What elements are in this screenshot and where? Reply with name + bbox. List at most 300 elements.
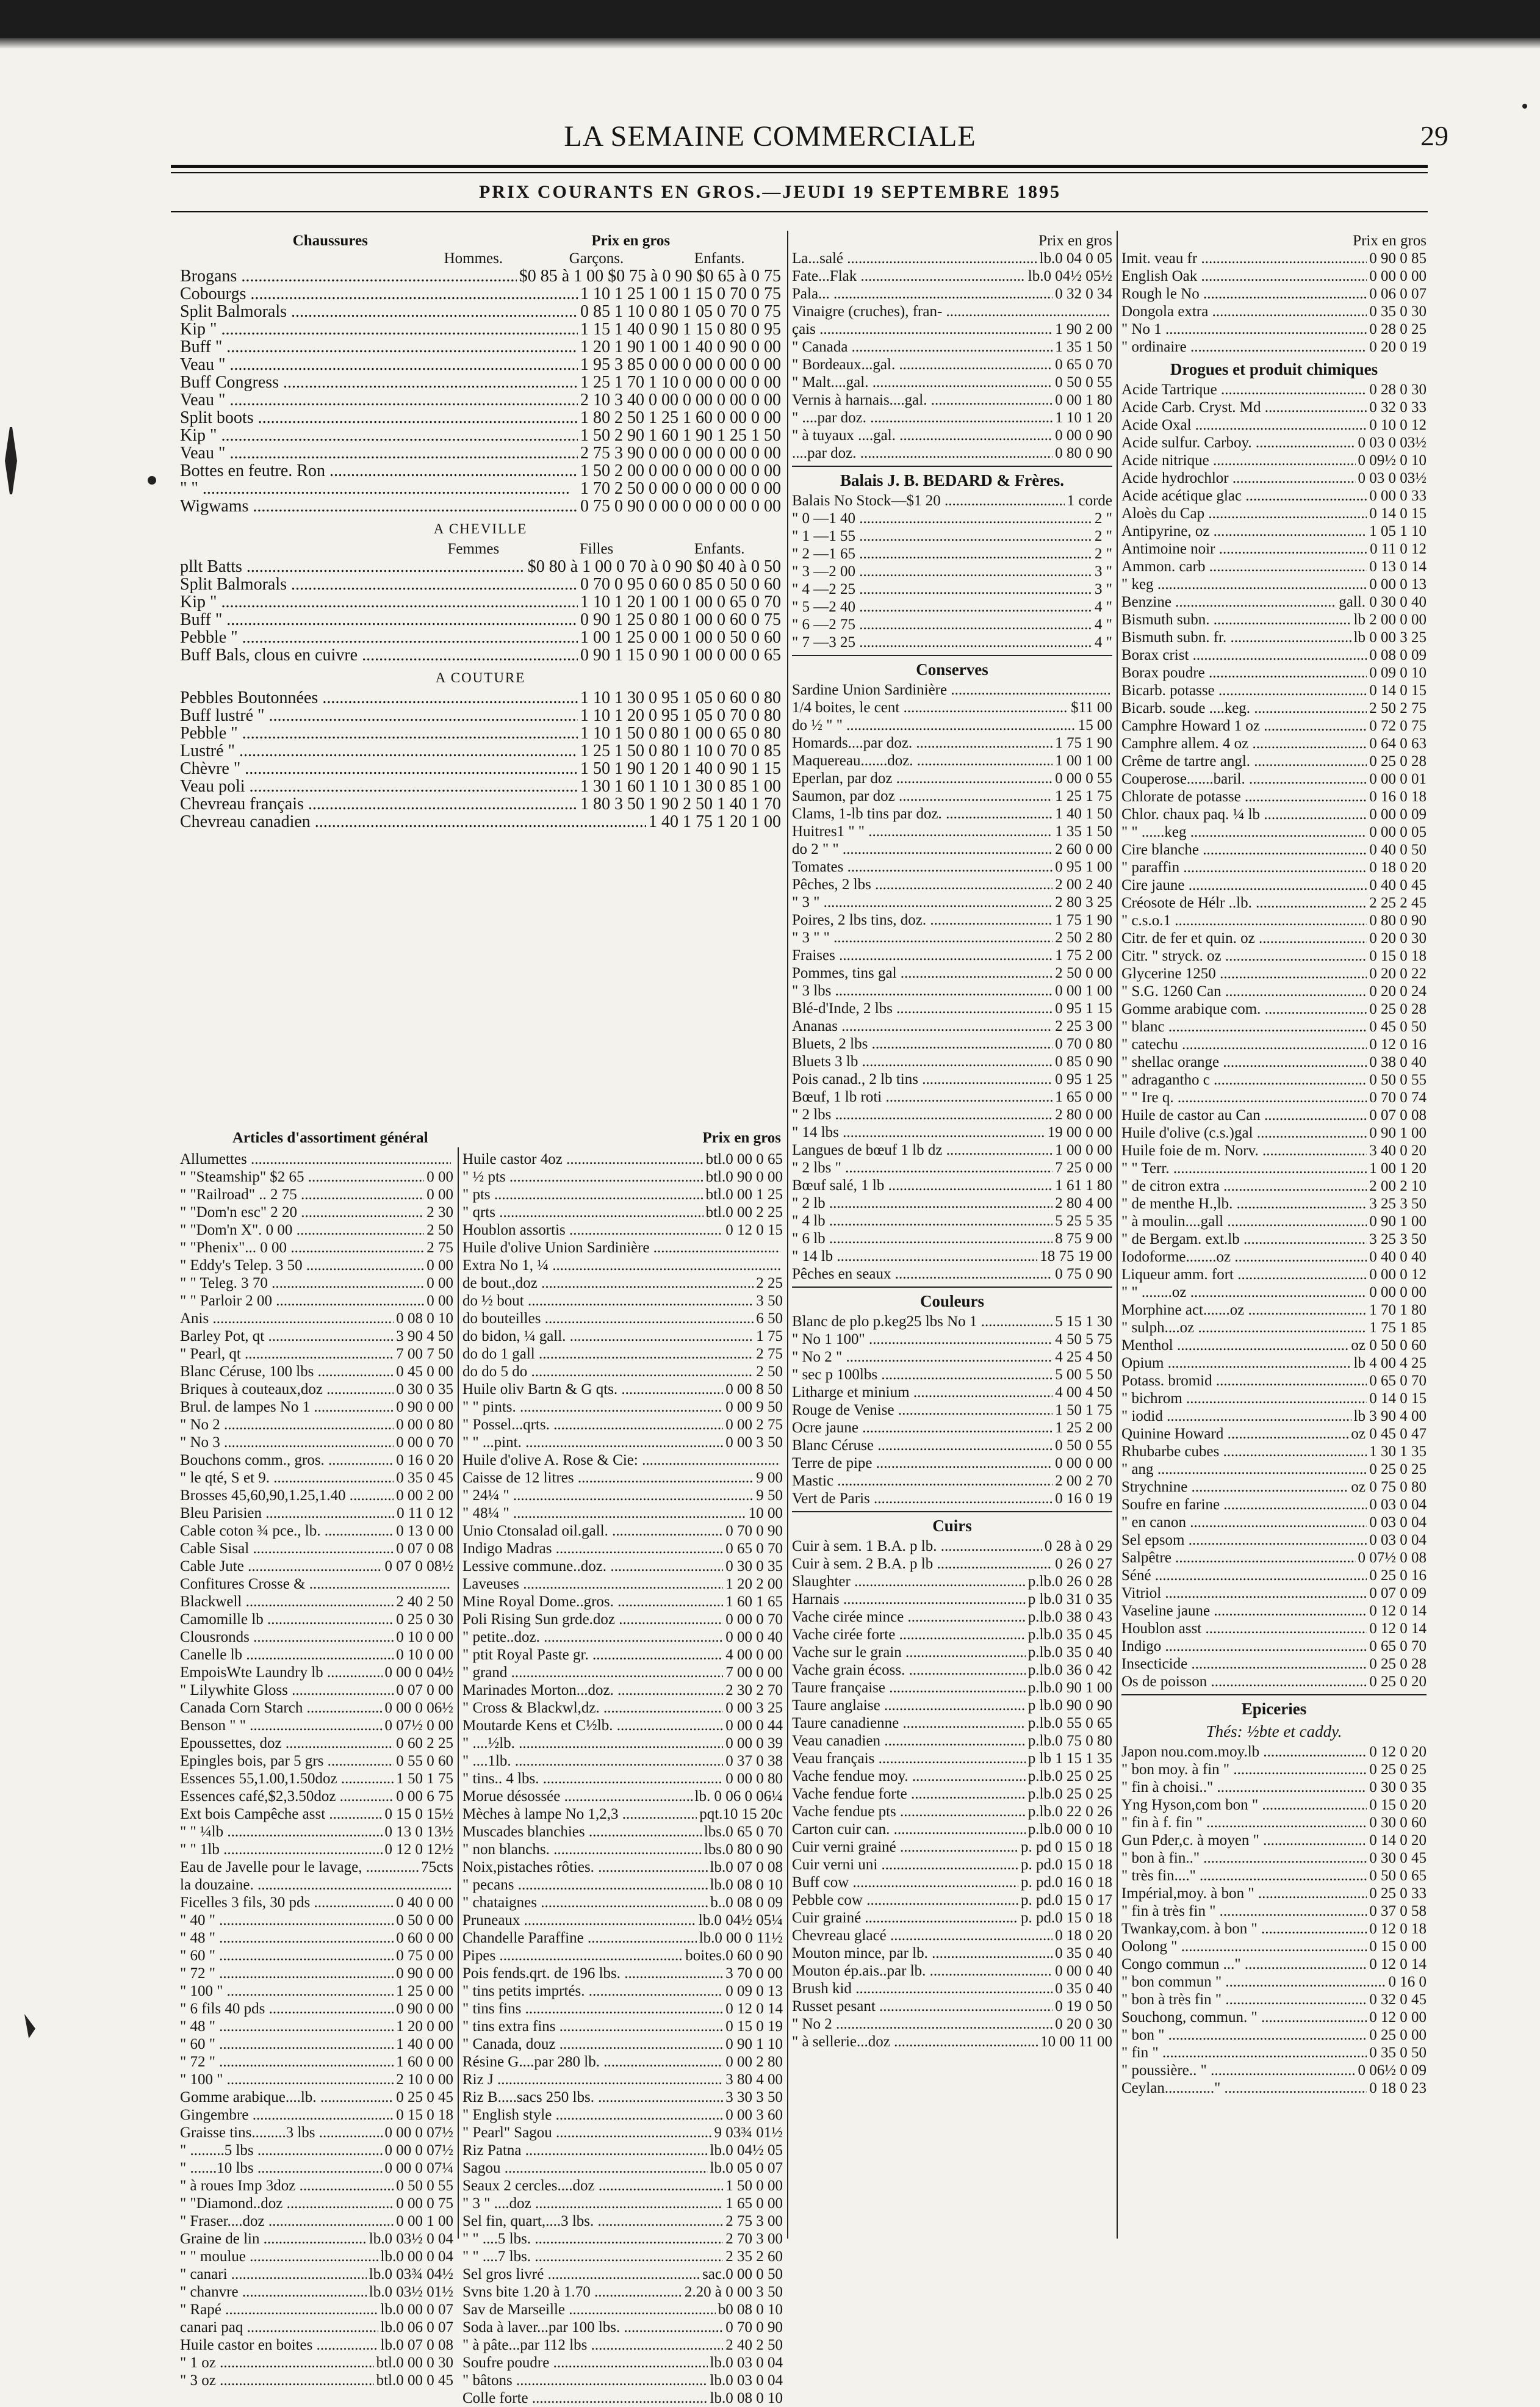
item-label: Fate...Flak ..... [792, 267, 1026, 285]
item-label: Poli Rising Sun grde.doz ..... [462, 1611, 723, 1628]
price-row [180, 2248, 453, 2265]
item-label: " pts ..... [462, 1186, 703, 1204]
price-row [180, 1681, 453, 1699]
item-label: Rouge de Venise ..... [792, 1401, 1052, 1419]
item-label: " " Teleg. 3 70 ..... [180, 1274, 424, 1292]
item-label: " tins.. 4 lbs. ..... [462, 1770, 723, 1788]
item-label: " 3 " " ..... [792, 929, 1052, 947]
item-label: Ficelles 3 fils, 30 pds ..... [180, 1894, 394, 1911]
item-label: Bismuth subn. fr. ..... [1121, 629, 1351, 646]
price-row [1121, 841, 1427, 859]
item-label: Gomme arabique....lb. ..... [180, 2088, 394, 2106]
item-label: Soda à laver...par 100 lbs. ..... [462, 2319, 723, 2336]
price-row [1121, 558, 1427, 576]
item-label: Acide nitrique ..... [1121, 452, 1356, 469]
item-price: 1 00 0 00 [1052, 1141, 1112, 1159]
item-label: Balais No Stock—$1 20 ..... [792, 492, 1065, 510]
item-price: 3 25 3 50 [1367, 1230, 1427, 1248]
item-price: 0 00 [424, 1168, 453, 1186]
item-price: 0 07 0 09 [1367, 1584, 1427, 1602]
item-label: Pebble " ..... [180, 724, 578, 742]
price-row [792, 1313, 1112, 1330]
item-price: oz 0 50 0 60 [1348, 1337, 1427, 1354]
price-row [1121, 735, 1427, 752]
item-label: Harnais ..... [792, 1590, 1026, 1608]
price-row [792, 1348, 1112, 1366]
price-row [792, 616, 1112, 633]
item-label: Langues de bœuf 1 lb dz ..... [792, 1141, 1052, 1159]
price-row [180, 2319, 453, 2336]
item-price: 0 40 0 00 [394, 1894, 453, 1911]
item-price: 0 09½ 0 10 [1356, 452, 1427, 469]
item-label: Opium ..... [1121, 1354, 1351, 1372]
item-price [451, 1575, 453, 1593]
item-label: Gomme arabique com. ..... [1121, 1000, 1367, 1018]
item-price: 0 16 0 [1386, 1973, 1427, 1991]
item-label: " chanvre ..... [180, 2283, 367, 2301]
item-label: Sagou ..... [462, 2159, 708, 2177]
price-row [1121, 540, 1427, 558]
price-row [792, 964, 1112, 982]
price-row [792, 2033, 1112, 2051]
price-row [1121, 699, 1427, 717]
item-label: " " moulue ..... [180, 2248, 378, 2265]
item-price: 0 65 0 70 [1367, 1372, 1427, 1390]
item-label: Rough le No ..... [1121, 285, 1367, 303]
item-price: 0 12 0 14 [723, 2000, 783, 2018]
price-row [462, 1168, 783, 1186]
price-row [180, 1469, 453, 1487]
item-price: 0 09 0 13 [723, 1982, 783, 2000]
item-price: 0 12 0 14 [1367, 1955, 1427, 1973]
item-label: " ....par doz. ..... [792, 409, 1052, 427]
price-row [180, 1982, 453, 2000]
item-label: Strychnine ..... [1121, 1478, 1348, 1496]
item-price: 0 90 1 00 [1367, 1213, 1427, 1230]
item-label: Split Balmorals ..... [180, 303, 578, 320]
price-row [180, 374, 781, 391]
item-label: " 2 —1 65 ..... [792, 545, 1092, 563]
item-label: " 0 —1 40 ..... [792, 510, 1092, 527]
price-row [462, 1310, 783, 1327]
item-label: " " ..... [180, 480, 578, 497]
item-price: 0 25 0 25 [1367, 1761, 1427, 1778]
price-row [1121, 1761, 1427, 1778]
price-row [792, 1962, 1112, 1980]
item-price: 0 07½ 0 00 [383, 1717, 454, 1734]
item-price: lb.0 03¾ 04½ [367, 2265, 453, 2283]
item-price: 0 14 0 20 [1367, 1831, 1427, 1849]
item-price: p. pd 0 15 0 18 [1018, 1838, 1112, 1856]
price-row [1121, 1478, 1427, 1496]
item-price: p lb.0 31 0 35 [1026, 1590, 1112, 1608]
item-price: 0 00 0 40 [1052, 1962, 1112, 1980]
item-price: 1 60 1 65 [723, 1593, 783, 1611]
item-price: 0 00 [424, 1257, 453, 1274]
item-label: Vitriol ..... [1121, 1584, 1367, 1602]
item-price: 0 15 0 18 [1367, 947, 1427, 965]
item-price: 0 18 0 20 [1052, 1927, 1112, 1944]
item-label: Bicarb. soude ....keg. ..... [1121, 699, 1367, 717]
item-price: 0 90 0 00 [394, 2000, 453, 2018]
price-row [792, 1212, 1112, 1230]
price-row [180, 760, 781, 778]
item-price: 1 65 0 00 [1052, 1088, 1112, 1106]
price-row [1121, 1018, 1427, 1036]
item-label: " No 1 100" ..... [792, 1330, 1052, 1348]
price-row [792, 1230, 1112, 1247]
price-row [792, 1419, 1112, 1437]
price-row [180, 1416, 453, 1434]
price-row [1121, 1319, 1427, 1337]
price-row [792, 338, 1112, 356]
item-price: 0 65 0 70 [1367, 1637, 1427, 1655]
item-price: lb. 0 06 0 06¼ [693, 1788, 783, 1805]
item-label: Blackwell ..... [180, 1593, 394, 1611]
item-label: Colle forte ..... [462, 2389, 708, 2407]
item-price: 0 25 0 00 [1367, 2026, 1427, 2044]
price-row [180, 2106, 453, 2124]
item-label: " 24¼ " ..... [462, 1487, 754, 1504]
item-price: lb 3 90 4 00 [1351, 1407, 1427, 1425]
item-price: 6 50 [754, 1310, 783, 1327]
page-number: 29 [1420, 120, 1448, 151]
item-price: 4 00 4 50 [1052, 1384, 1112, 1401]
price-row [792, 1106, 1112, 1124]
item-price: 0 00 3 50 [723, 1434, 783, 1451]
price-row [462, 2000, 783, 2018]
price-row [462, 2265, 783, 2283]
item-label: Eau de Javelle pour le lavage, ..... [180, 1858, 419, 1876]
item-label: " Eddy's Telep. 3 50 ..... [180, 1257, 424, 1274]
item-label: " 4 —2 25 ..... [792, 580, 1092, 598]
price-row [1121, 629, 1427, 646]
item-price: 0 85 0 90 [1052, 1053, 1112, 1070]
price-row [180, 1823, 453, 1841]
price-row [462, 1416, 783, 1434]
price-row [792, 1035, 1112, 1053]
item-price: 0 16 0 19 [1052, 1490, 1112, 1507]
price-row [180, 1221, 453, 1239]
page-header [0, 120, 1540, 156]
price-row [180, 2035, 453, 2053]
price-row [180, 1894, 453, 1911]
item-label: " 100 " ..... [180, 1982, 394, 2000]
item-label: Chèvre " ..... [180, 760, 578, 778]
item-label: " Rapé ..... [180, 2301, 378, 2319]
price-row [1121, 1584, 1427, 1602]
price-row [462, 2159, 783, 2177]
item-price: 2 50 0 00 [1052, 964, 1112, 982]
price-row [1121, 1938, 1427, 1955]
price-row [462, 1257, 783, 1274]
price-row [462, 1540, 783, 1557]
item-price: 2 80 4 00 [1052, 1194, 1112, 1212]
price-row [462, 1770, 783, 1788]
column-heading: Enfants. [694, 541, 745, 557]
price-row [1121, 1831, 1427, 1849]
item-price: lbs.0 65 0 70 [702, 1823, 783, 1841]
item-price: 1 65 0 00 [723, 2195, 783, 2212]
item-price: 3 70 0 00 [723, 1965, 783, 1982]
item-label: Cable coton ¾ pce., lb. ..... [180, 1522, 394, 1540]
item-label: " " ....5 lbs. ..... [462, 2230, 723, 2248]
item-label: Salpêtre ..... [1121, 1549, 1356, 1567]
item-label: Vache cirée forte ..... [792, 1626, 1026, 1644]
price-row [462, 2372, 783, 2389]
item-price: 0 06 0 07 [1367, 285, 1427, 303]
item-label: Muscades blanchies ..... [462, 1823, 702, 1841]
item-price: 0 00 0 55 [1052, 770, 1112, 787]
item-price: 0 60 2 25 [394, 1734, 453, 1752]
price-row [462, 1345, 783, 1363]
item-price: 0 00 0 00 [1367, 267, 1427, 285]
item-price: 0 03 0 03½ [1356, 469, 1427, 487]
price-row [792, 303, 1112, 320]
price-row [792, 580, 1112, 598]
item-price: 0 72 0 75 [1367, 717, 1427, 735]
item-label: Vache grain écoss. ..... [792, 1661, 1026, 1679]
item-price: 1 10 1 50 0 80 1 00 0 65 0 80 [578, 724, 781, 742]
item-label: Briques à couteaux,doz ..... [180, 1380, 394, 1398]
item-price: 0 20 0 22 [1367, 965, 1427, 983]
item-price: 0 00 1 00 [394, 2212, 453, 2230]
item-price: p.lb.0 75 0 80 [1026, 1732, 1112, 1750]
price-row [180, 1575, 453, 1593]
item-label: Liqueur amm. fort ..... [1121, 1266, 1367, 1283]
price-row [1121, 1973, 1427, 1991]
price-row [792, 1437, 1112, 1454]
item-label: Vache fendue forte ..... [792, 1785, 1026, 1803]
item-label: do bidon, ¼ gall. ..... [462, 1327, 754, 1345]
column-heading: Femmes [447, 541, 500, 557]
price-row [180, 611, 781, 629]
item-label: " "Dom'n esc" 2 20 ..... [180, 1204, 424, 1221]
item-label: Buff " ..... [180, 338, 578, 356]
price-row [180, 1363, 453, 1380]
item-price: p. pd.0 16 0 18 [1018, 1874, 1112, 1891]
item-label: Crême de tartre angl. ..... [1121, 752, 1367, 770]
price-row [180, 576, 781, 593]
price-row [792, 1909, 1112, 1927]
price-row [792, 1891, 1112, 1909]
item-price: 2 00 2 40 [1052, 876, 1112, 893]
item-label: Brush kid ..... [792, 1980, 1052, 1997]
item-price: 1 10 1 20 1 00 1 00 0 65 0 70 [578, 593, 781, 611]
price-row [180, 497, 781, 515]
column-heading: Hommes. [444, 250, 503, 267]
item-price: 4 00 0 00 [723, 1646, 783, 1664]
price-row [462, 1681, 783, 1699]
item-label: Camphre Howard 1 oz ..... [1121, 717, 1367, 735]
item-price: 0 75 0 00 [394, 1947, 453, 1965]
item-price: 0 90 0 00 [394, 1398, 453, 1416]
price-row [1121, 806, 1427, 823]
price-row [1121, 1955, 1427, 1973]
price-row [792, 527, 1112, 545]
column-headings [180, 250, 781, 267]
item-label: " "Phenix"... 0 00 ..... [180, 1239, 424, 1257]
price-row [180, 356, 781, 374]
price-row [180, 646, 781, 664]
price-row [180, 1398, 453, 1416]
item-label: Huile de castor au Can ..... [1121, 1106, 1367, 1124]
price-row [462, 1221, 783, 1239]
item-label: Huile castor 4oz ..... [462, 1150, 703, 1168]
item-price: lb.0 00 0 04 [378, 2248, 453, 2265]
item-price: 3 40 0 20 [1367, 1142, 1427, 1160]
price-row [462, 2195, 783, 2212]
item-label: " 4 lb ..... [792, 1212, 1052, 1230]
price-row [1121, 947, 1427, 965]
price-row [462, 1522, 783, 1540]
item-label: " "Railroad" .. 2 75 ..... [180, 1186, 424, 1204]
subtitle-rule [171, 211, 1428, 212]
articles-left-column [180, 1150, 453, 2389]
item-price: p.lb.0 22 0 26 [1026, 1803, 1112, 1821]
item-label: " Canada ..... [792, 338, 1052, 356]
price-row [462, 1894, 783, 1911]
price-row [792, 1714, 1112, 1732]
price-row [1121, 1920, 1427, 1938]
price-row [462, 1380, 783, 1398]
item-label: Insecticide ..... [1121, 1655, 1367, 1673]
price-row [180, 2195, 453, 2212]
price-row [462, 1593, 783, 1611]
item-price: pqt.10 15 20c [697, 1805, 783, 1823]
item-label: Soufre en farine ..... [1121, 1496, 1367, 1514]
item-label: Seaux 2 cercles....doz ..... [462, 2177, 723, 2195]
price-row [180, 1699, 453, 1717]
price-row [180, 1752, 453, 1770]
item-label: çais ..... [792, 320, 1052, 338]
price-row [1121, 859, 1427, 876]
item-label: " 6 lb ..... [792, 1230, 1052, 1247]
item-price: p.lb.0 00 0 10 [1026, 1821, 1112, 1838]
item-label: " 72 " ..... [180, 1965, 394, 1982]
item-label: Gingembre ..... [180, 2106, 394, 2124]
price-row [792, 1732, 1112, 1750]
item-price: 0 12 0 14 [1367, 1620, 1427, 1637]
price-row [1121, 487, 1427, 505]
item-price: 0 25 0 28 [1367, 1000, 1427, 1018]
item-label: " No 2 ..... [180, 1416, 394, 1434]
item-label: Marinades Morton...doz. ..... [462, 1681, 723, 1699]
section-title: A CHEVILLE [433, 521, 528, 536]
price-row [180, 1327, 453, 1345]
item-label: Veau poli ..... [180, 778, 578, 795]
section-subtitle: Thés: ½bte et caddy. [1206, 1722, 1342, 1741]
price-row [1121, 320, 1427, 338]
item-label: " Fraser....doz ..... [180, 2212, 394, 2230]
item-price: lb.0 04 0 05 [1037, 250, 1112, 267]
item-label: " à pâte...par 112 lbs ..... [462, 2336, 723, 2354]
item-price: 0 00 0 01 [1367, 770, 1427, 788]
item-price: 0 90 1 10 [723, 2035, 783, 2053]
item-price: oz 0 45 0 47 [1348, 1425, 1427, 1443]
price-row [792, 510, 1112, 527]
item-label: Brosses 45,60,90,1.25,1.40 ..... [180, 1487, 394, 1504]
section-title: Drogues et produit chimiques [1170, 360, 1378, 378]
price-row [180, 1611, 453, 1628]
price-row [180, 480, 781, 497]
item-price: 1 20 2 00 [723, 1575, 783, 1593]
price-row [180, 2071, 453, 2088]
item-price: p.lb.0 25 0 25 [1026, 1767, 1112, 1785]
price-row [792, 1555, 1112, 1573]
item-label: Soufre poudre ..... [462, 2354, 708, 2372]
price-row [1121, 664, 1427, 682]
item-price: 2 10 0 00 [394, 2071, 453, 2088]
item-label: " catechu ..... [1121, 1036, 1367, 1053]
price-row [1121, 1514, 1427, 1531]
item-label: " 2 lb ..... [792, 1194, 1052, 1212]
item-price: 4 " [1092, 598, 1112, 616]
articles-right-column [462, 1150, 783, 2407]
item-price: 0 70 0 90 [723, 2319, 783, 2336]
item-price: 0 90 1 25 0 80 1 00 0 60 0 75 [578, 611, 781, 629]
price-row [180, 444, 781, 462]
item-price: lb.0 08 0 10 [708, 2389, 783, 2407]
item-label: Kip " ..... [180, 593, 578, 611]
item-label: " " ¼lb ..... [180, 1823, 383, 1841]
item-price: 3 " [1092, 563, 1112, 580]
price-row [462, 1150, 783, 1168]
item-price: lb 4 00 4 25 [1351, 1354, 1427, 1372]
item-price: 0 00 1 80 [1052, 391, 1112, 409]
price-row [180, 1451, 453, 1469]
price-row [1121, 1124, 1427, 1142]
price-row [792, 1472, 1112, 1490]
item-label: Acide Tartrique ..... [1121, 381, 1367, 399]
item-price: 1 70 2 50 0 00 0 00 0 00 0 00 [578, 480, 781, 497]
item-label: Buff Congress ..... [180, 374, 578, 391]
item-label: Cable Sisal ..... [180, 1540, 394, 1557]
price-row [462, 2071, 783, 2088]
item-price: 0 30 0 60 [1367, 1814, 1427, 1831]
item-price: 0 00 0 12 [1367, 1266, 1427, 1283]
price-row [180, 1487, 453, 1504]
price-row [1121, 894, 1427, 912]
price-row [792, 356, 1112, 374]
price-row [792, 1661, 1112, 1679]
item-label: Mèches à lampe No 1,2,3 ..... [462, 1805, 697, 1823]
price-row [180, 2301, 453, 2319]
item-label: " adragantho c ..... [1121, 1071, 1367, 1089]
item-label: " keg ..... [1121, 576, 1367, 593]
item-price: 0 20 0 24 [1367, 983, 1427, 1000]
item-price: 0 70 0 80 [1052, 1035, 1112, 1053]
item-label: Sardine Union Sardinière ..... [792, 681, 1110, 699]
item-label: Clousronds ..... [180, 1628, 394, 1646]
price-row [180, 1274, 453, 1292]
item-label: " " 1lb ..... [180, 1841, 383, 1858]
item-label: " .......10 lbs ..... [180, 2159, 383, 2177]
item-label: Couperose.......baril. ..... [1121, 770, 1367, 788]
price-row [462, 1858, 783, 1876]
item-label: Wigwams ..... [180, 497, 578, 515]
item-price: 2 10 3 40 0 00 0 00 0 00 0 00 [578, 391, 781, 409]
item-price: 0 16 0 18 [1367, 788, 1427, 806]
item-label: Ceylan............." ..... [1121, 2079, 1367, 2097]
price-row [180, 1204, 453, 1221]
price-row [1121, 823, 1427, 841]
item-price: 0 07 0 08½ [383, 1557, 454, 1575]
item-label: Sel epsom ..... [1121, 1531, 1367, 1549]
item-price: 0 00 0 07½ [383, 2142, 454, 2159]
price-row [792, 858, 1112, 876]
price-row [462, 1628, 783, 1646]
